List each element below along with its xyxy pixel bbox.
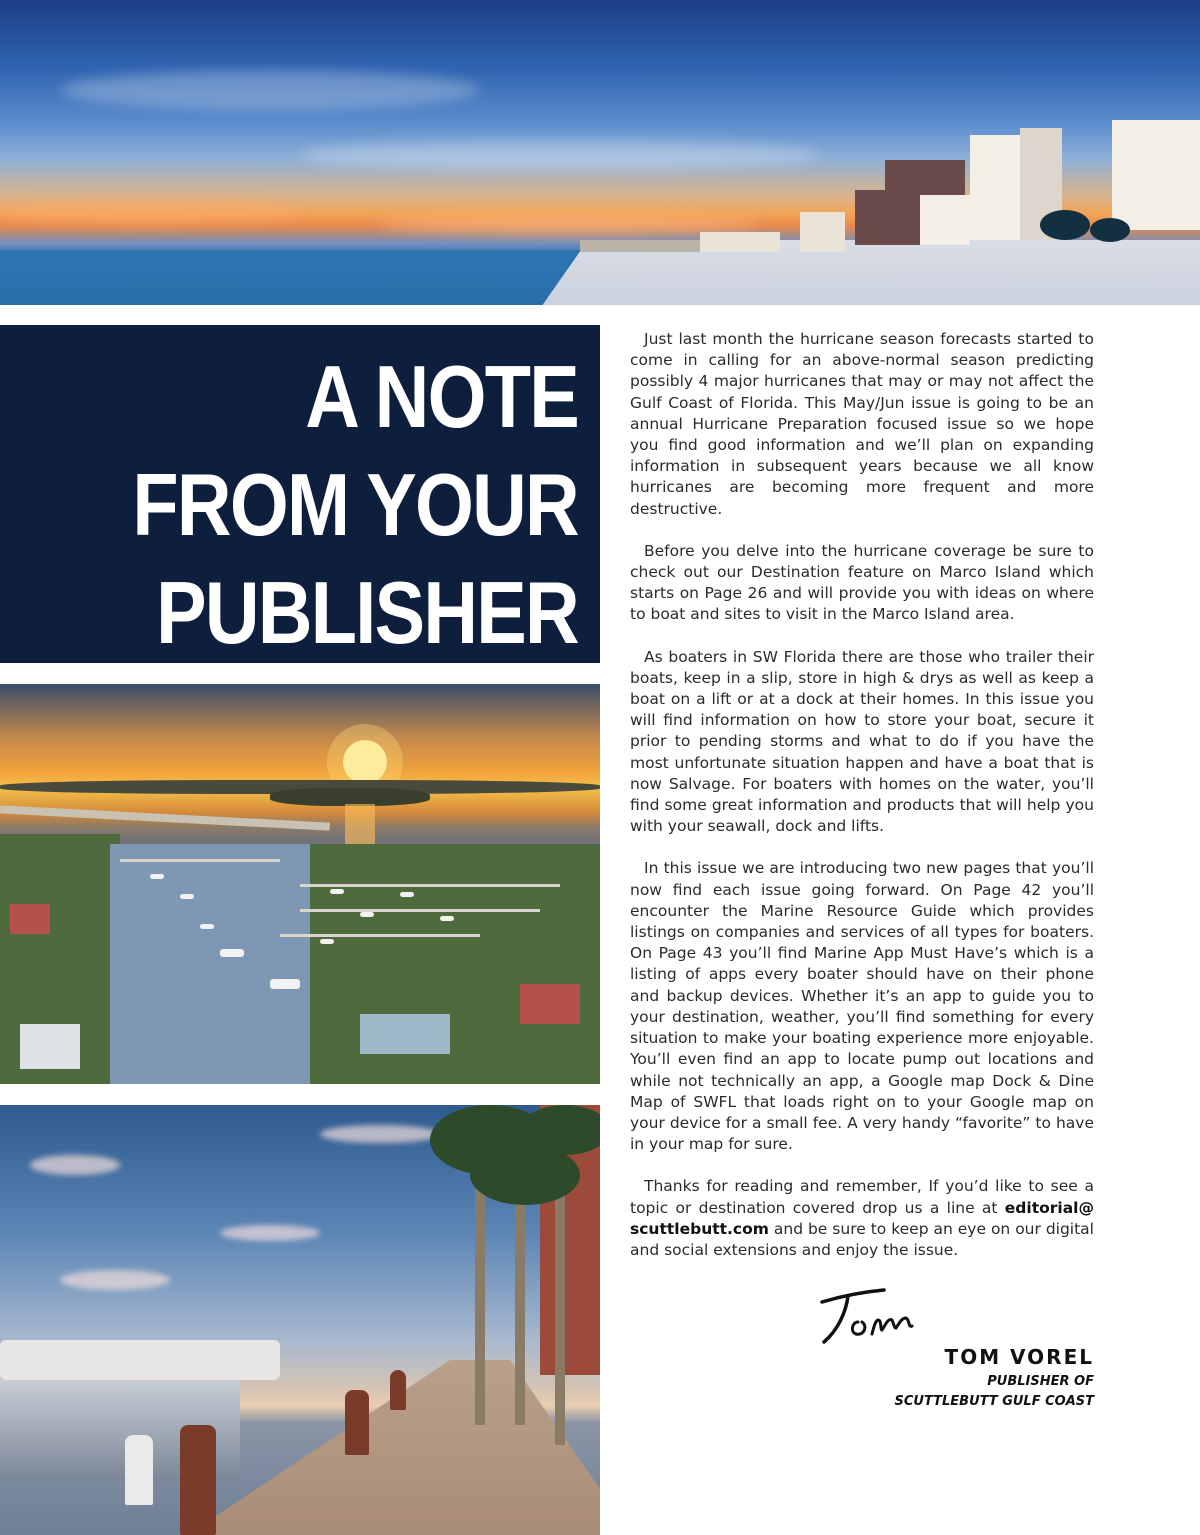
waterfront-promenade-photo — [0, 1105, 600, 1535]
letter-paragraph-3: As boaters in SW Florida there are those who trailer their boats, keep in a slip, store in high & drys as well as keep a boat on a lift or at a dock at their homes. In this issue you will find information on how to store your boat, secure it prior to pending storms and what to do if you have the most unfortunate situation happen and have a boat that is now Salvage. For boaters with homes on the water, you’ll find some great information and products that will help you with your seawall, dock and lifts. — [630, 647, 1094, 836]
title-line-2: FROM YOUR — [132, 455, 578, 554]
letter-paragraph-5 — [630, 1176, 1094, 1261]
publisher-role-line-2: SCUTTLEBUTT GULF COAST — [894, 1394, 1094, 1409]
publisher-letter — [630, 329, 1094, 1282]
title-line-3: PUBLISHER — [156, 563, 579, 662]
closing-text-end: and be sure to keep an eye on our digital and social extensions and enjoy the issue. — [630, 1219, 1094, 1259]
sun-glow — [310, 724, 420, 784]
page-title — [96, 343, 578, 667]
letter-paragraph-1: Just last month the hurricane season forecasts started to come in calling for an above-normal season predicting possibly 4 major hurricanes that may or may not affect the Gulf Coast of Florida. This May/Jun issue is going to be an annual Hurricane Preparation focused issue so we hope you find good information and we’ll plan on expanding information in subsequent years because we all know hurricanes are becoming more frequent and more destructive. — [630, 330, 1094, 518]
letter-paragraph-4: In this issue we are introducing two new pages that you’ll now find each issue going forward. On Page 42 you’ll encounter the Marine Resource Guide which provides listings on companies and services of all types for boaters. On Page 43 you’ll find Marine App Must Have’s which is a listing of apps every boater should have on their phone and backup devices. Whether it’s an app to guide you to your destination, weather, you’ll find something for every situation to make your boating experience more enjoyable. You’ll even find an app to locate pump out locations and while not technically an app, a Google map Dock & Dine Map of SWFL that loads right on to your Google map on your device for a small fee. A very handy “favorite” to have in your map for sure. — [630, 859, 1094, 1154]
editorial-email-link[interactable]: editorial@ scuttlebutt.com — [630, 1198, 1094, 1238]
publisher-name: TOM VOREL — [944, 1345, 1094, 1369]
letter-paragraph-2: Before you delve into the hurricane coverage be sure to check out our Destination feature on Marco Island which starts on Page 26 and will provide you with ideas on where to boat and sites to visit in the Marco Island area. — [630, 541, 1094, 624]
closing-text: Thanks for reading and remember, If you’d like to see a topic or destination covered drop us a line at — [630, 1177, 1094, 1217]
handwritten-signature — [812, 1282, 932, 1352]
marina-aerial-photo — [0, 684, 600, 1084]
hero-beach-photo — [0, 0, 1200, 305]
publisher-role — [794, 1372, 1094, 1412]
publisher-role-line-1: PUBLISHER OF — [987, 1374, 1094, 1389]
title-block — [0, 325, 600, 663]
title-line-1: A NOTE — [305, 347, 578, 446]
